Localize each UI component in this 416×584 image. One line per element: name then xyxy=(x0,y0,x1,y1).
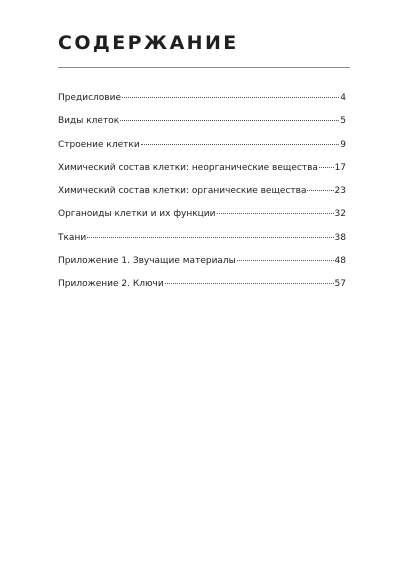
dot-leader xyxy=(319,167,334,168)
dot-leader xyxy=(141,144,340,145)
table-of-contents xyxy=(58,94,346,304)
dot-leader xyxy=(307,190,333,191)
toc-entry-inorganic xyxy=(58,164,346,187)
toc-entry-cell-types xyxy=(58,117,346,140)
toc-entry-tissues xyxy=(58,234,346,257)
dot-leader xyxy=(237,260,334,261)
toc-entry-page: 57 xyxy=(334,279,346,290)
toc-entry-title: Ткани xyxy=(58,232,87,243)
toc-entry-title: Приложение 1. Звучащие материалы xyxy=(58,256,236,267)
toc-entry-title: Химический состав клетки: органические вещества xyxy=(58,186,307,197)
toc-entry-page: 9 xyxy=(340,139,346,150)
toc-entry-cell-structure xyxy=(58,141,346,164)
toc-entry-organic xyxy=(58,187,346,210)
toc-entry-page: 23 xyxy=(334,186,346,197)
toc-entry-appendix-2 xyxy=(58,280,346,303)
dot-leader xyxy=(165,283,334,284)
title-underline xyxy=(58,67,350,68)
toc-entry-page: 32 xyxy=(334,209,346,220)
page-title: СОДЕРЖАНИЕ xyxy=(58,32,239,54)
toc-entry-page: 5 xyxy=(340,116,346,127)
toc-entry-title: Химический состав клетки: неорганические вещества xyxy=(58,162,318,173)
toc-entry-appendix-1 xyxy=(58,257,346,280)
toc-entry-organelles xyxy=(58,210,346,233)
toc-entry-title: Строение клетки xyxy=(58,139,140,150)
toc-entry-title: Виды клеток xyxy=(58,116,120,127)
toc-entry-title: Предисловие xyxy=(58,93,121,103)
dot-leader xyxy=(122,97,339,98)
toc-entry-page: 17 xyxy=(334,162,346,173)
toc-entry-title: Органоиды клетки и их функции xyxy=(58,209,216,220)
toc-entry-page: 4 xyxy=(340,93,346,103)
toc-entry-page: 48 xyxy=(334,256,346,267)
dot-leader xyxy=(87,237,333,238)
toc-entry-preface xyxy=(58,94,346,117)
toc-entry-title: Приложение 2. Ключи xyxy=(58,279,164,290)
dot-leader xyxy=(120,120,339,121)
dot-leader xyxy=(217,213,334,214)
toc-entry-page: 38 xyxy=(334,232,346,243)
